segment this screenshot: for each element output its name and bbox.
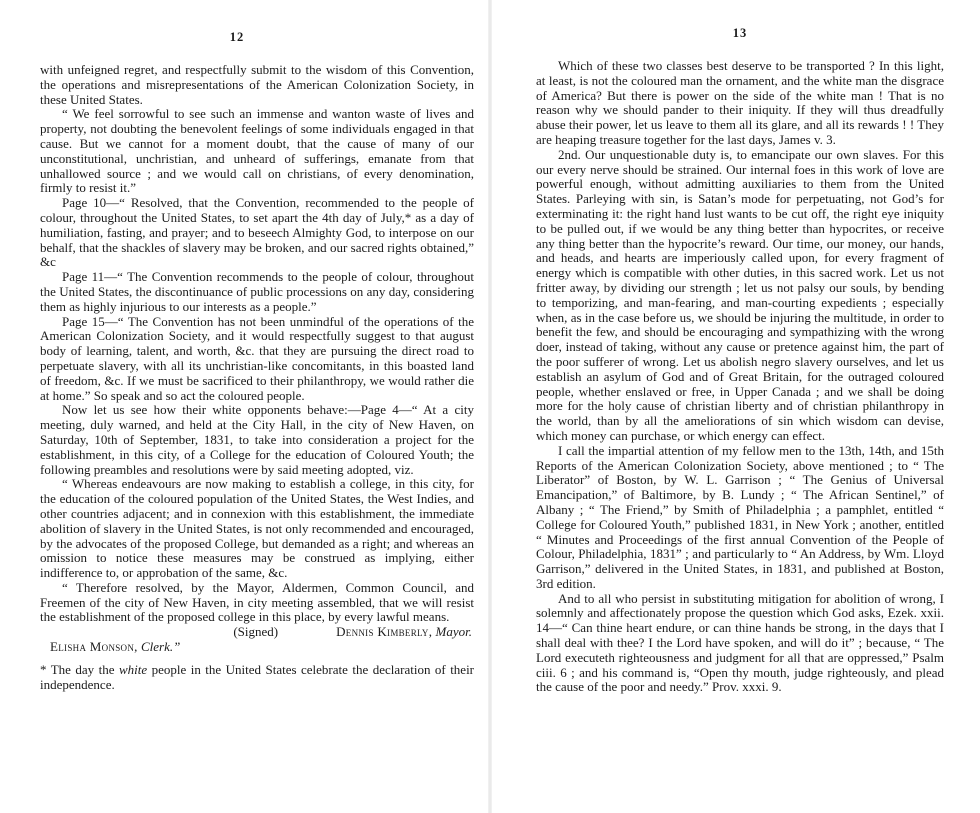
paragraph: “ Therefore resolved, by the Mayor, Aldermen, Common Council, and Freemen of the city of New Haven, in city meeting assembled, that we will resist the establishment of the proposed college in this place, by every lawful means. [40, 579, 474, 625]
page-number-right: 13 [732, 26, 748, 40]
paragraph: “ Whereas endeavours are now making to establish a college, in this city, for the education of the coloured population of the United States, the West Indies, and other countries adjacent; and in connexion with this establishment, the immediate abolition of slavery in the United States, is not only recommended and encouraged, by the advocates of the proposed College, but demanded as a right; and whereas an omission to notice these measures may be construed as implying, either indifference to, or approbation of the same, &c. [40, 476, 474, 581]
signature-line [40, 625, 474, 640]
paragraph: 2nd. Our unquestionable duty is, to emancipate our own slaves. For this our every nerve should be strained. Our internal foes in this work of love are powerful enough, without admitting auxiliaries to them from the United States. Parleying with sin, is Satan’s mode for perpetuating, not God’s for exterminating it: the right hand lust wants to be cut off, the right eye iniquity to be pulled out, if we would be any thing better than hypocrites, or receive any thing better than the hypocrite’s reward. Our time, our money, our hands, and heads, and hearts are imperiously called upon, for every fragment of energy which is compatible with other duties, in this sacred work. Let us not fritter away, by dividing our strength ; let us not palsy our souls, by bending to temporizing, and man-fearing, and man-courting expedients ; especially when, as in the case before us, we should be injuring the multitude, in order to benefit the few, and should be encouraging and sympathizing with the wrong doer, instead of taking, without any cause or pretence against him, the part of the poor sufferer of wrong. Let us abolish negro slavery ourselves, and let us establish an asylum of God and of Great Britain, for the outraged coloured people, whether enslaved or free, in Upper Canada ; and we shall be doing more for the holy cause of christian liberty and of christian philanthropy in the world, than by all the ameliorations of sin which wisdom can devise, which money can purchase, or which energy can effect. [536, 146, 944, 443]
paragraph: Page 15—“ The Convention has not been unmindful of the operations of the American Colonization Society, and it would respectfully suggest to that august body of learning, talent, and worth, &c. that they are pursuing the direct road to perpetuate slavery, with all its unchristian-like concomitants, in this boasted land of freedom, &c. If we must be sacrificed to their philanthropy, we would rather die at home.” So speak and so act the coloured people. [40, 313, 474, 403]
right-page [490, 0, 980, 813]
clerk-name: Elisha Monson, [50, 639, 138, 655]
left-page-text [40, 63, 474, 692]
paragraph: with unfeigned regret, and respectfully submit to the wisdom of this Convention, the operations and misrepresentations of the American Colonization Society, in these United States. [40, 62, 474, 107]
clerk-signature [40, 640, 474, 655]
footnote-suffix: people in the United States celebrate the declaration of their independence. [40, 661, 475, 692]
mayor-title: Mayor. [435, 624, 472, 640]
paragraph: I call the impartial attention of my fellow men to the 13th, 14th, and 15th Reports of the American Colonization Society, above mentioned ; to “ The Liberator” of Boston, by W. L. Garrison ; “ The Genius of Universal Emancipation,” of Baltimore, by B. Lundy ; “ The African Sentinel,” of Albany ; “ The Friend,” by Smith of Philadelphia ; a pamphlet, entitled “ College for Coloured Youth,” published 1831, in New York ; another, entitled “ Minutes and Proceedings of the first annual Convention of the People of Colour, Philadelphia, 1831” ; and particularly to “ An Address, by Wm. Lloyd Garrison,” delivered in the United States, in 1831, and published at Boston, 3rd edition. [536, 442, 944, 591]
footnote-prefix: * The day the [40, 661, 115, 677]
paragraph: And to all who persist in substituting mitigation for abolition of wrong, I solemnly and affectionately propose the question which God asks, Ezek. xxii. 14—“ Can thine heart endure, or can thine hands be strong, in the days that I shall deal with thee? I the Lord have spoken, and will do it” ; because, “ The Lord executeth righteousness and judgment for all that are oppressed,” Psalm ciii. 6 ; and his command is, “Open thy mouth, judge righteously, and plead the cause of the poor and needy.” Prov. xxxi. 9. [536, 590, 944, 695]
footnote-italic: white [118, 661, 148, 677]
page-number-left: 12 [229, 30, 245, 44]
paragraph: Now let us see how their white opponents behave:—Page 4—“ At a city meeting, duly warned, and held at the City Hall, in the city of New Haven, on Saturday, 10th of September, 1831, to take into consideration a project for the establishment, in this city, of a College for the education of Coloured Youth; the following preambles and resolutions were by said meeting adopted, viz. [40, 402, 474, 477]
footnote [40, 663, 474, 693]
paragraph: Which of these two classes best deserve to be transported ? In this light, at least, is not the coloured man the ornament, and the white man the disgrace of America? But there is power on the side of the white man ! That is no reason why we should pander to their iniquity. If they will thus dreadfully abuse their power, let us leave to them all its glare, and all its rewards ! ! They are heaping treasure together for the last days, James v. 3. [536, 58, 944, 147]
paragraph: Page 11—“ The Convention recommends to the people of colour, throughout the United States, the discontinuance of public processions on any day, considering them as highly injurious to our interests as a people.” [40, 269, 474, 314]
right-page-text [536, 59, 944, 695]
clerk-title: Clerk.” [140, 639, 181, 655]
signed-label: (Signed) [233, 624, 279, 640]
mayor-name: Dennis Kimberly, [336, 624, 433, 640]
paragraph: Page 10—“ Resolved, that the Convention, recommended to the people of colour, throughout the United States, to set apart the 4th day of July,* as a day of humiliation, fasting, and prayer; and to beseech Almighty God, to interpose on our behalf, that the shackles of slavery may be broken, and our sacred rights obtained,” &c [40, 195, 474, 270]
paragraph: “ We feel sorrowful to see such an immense and wanton waste of lives and property, not doubting the benevolent feelings of some individuals engaged in that cause. But we cannot for a moment doubt, that the cause of many of our unconstitutional, unchristian, and unheard of sufferings, emanate from that unhallowed source ; and we would call on christians, of every denomination, firmly to resist it.” [40, 106, 474, 196]
mayor-signature [336, 625, 472, 640]
